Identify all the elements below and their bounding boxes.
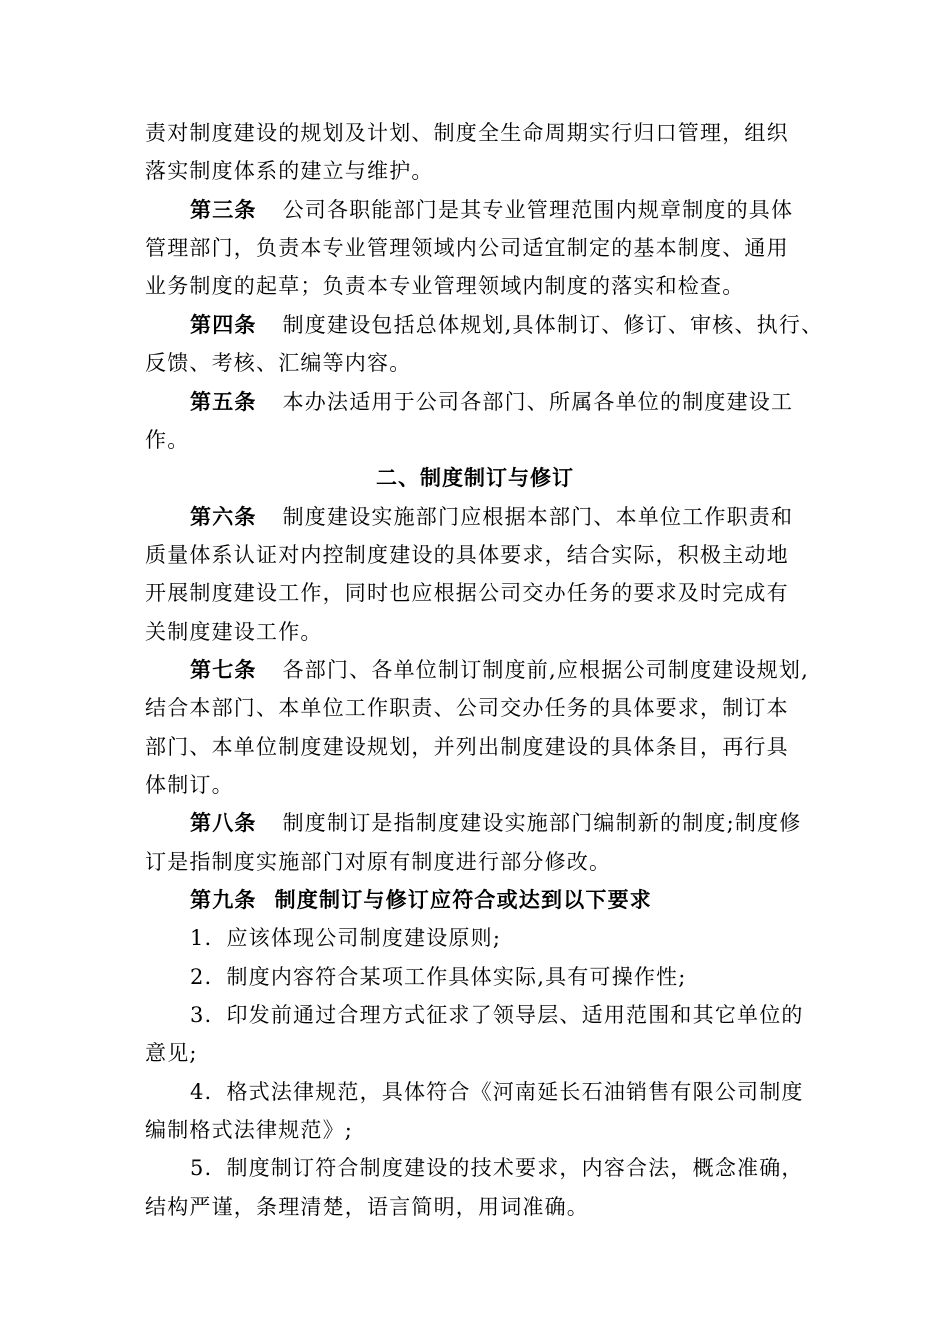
list-item-5 (190, 1152, 804, 1182)
section-heading: 二、制度制订与修订 (376, 465, 574, 490)
article-9-line (190, 884, 652, 914)
article-5-line (190, 386, 793, 416)
text-line: 业务制度的起草；负责本专业管理领域内制度的落实和检查。 (145, 274, 745, 298)
text-line: 体制订。 (145, 773, 234, 797)
article-text: 各部门、各单位制订制度前,应根据公司制度建设规划, (282, 658, 809, 682)
article-bold-text: 制度制订与修订应符合或达到以下要求 (274, 887, 653, 912)
list-text: 印发前通过合理方式征求了领导层、适用范围和其它单位的 (226, 1003, 804, 1027)
list-text: 制度内容符合某项工作具体实际,具有可操作性; (226, 965, 687, 989)
list-item-3 (190, 999, 804, 1029)
text-line: 结构严谨，条理清楚，语言简明，用词准确。 (145, 1195, 589, 1219)
article-label: 第九条 (190, 887, 257, 912)
article-text: 制度建设包括总体规划,具体制订、修订、审核、执行、 (282, 313, 824, 337)
text-line: 作。 (145, 428, 190, 452)
text-line: 编制格式法律规范》; (145, 1118, 354, 1142)
article-text: 公司各职能部门是其专业管理范围内规章制度的具体 (282, 198, 794, 222)
list-text: 制度制订符合制度建设的技术要求，内容合法，概念准确， (226, 1156, 804, 1180)
text-line: 关制度建设工作。 (145, 620, 323, 644)
article-label: 第五条 (190, 389, 257, 414)
text-line: 质量体系认证对内控制度建设的具体要求，结合实际，积极主动地 (145, 543, 789, 567)
list-text: 应该体现公司制度建设原则; (226, 926, 502, 950)
list-item-1 (190, 922, 501, 952)
list-number: 3. (190, 1003, 213, 1027)
article-7-line (190, 654, 809, 684)
list-number: 1. (190, 926, 213, 950)
text-line: 开展制度建设工作，同时也应根据公司交办任务的要求及时完成有 (145, 581, 789, 605)
list-text: 格式法律规范，具体符合《河南延长石油销售有限公司制度 (226, 1080, 804, 1104)
article-6-line (190, 501, 793, 531)
article-3-line (190, 194, 793, 224)
text-line: 管理部门，负责本专业管理领域内公司适宜制定的基本制度、通用 (145, 236, 789, 260)
list-item-2 (190, 961, 687, 991)
article-label: 第三条 (190, 197, 257, 222)
article-label: 第六条 (190, 504, 257, 529)
list-number: 5. (190, 1156, 213, 1180)
text-line: 结合本部门、本单位工作职责、公司交办任务的具体要求，制订本 (145, 696, 789, 720)
text-line: 意见; (145, 1041, 198, 1065)
article-label: 第四条 (190, 312, 257, 337)
list-item-4 (190, 1076, 804, 1106)
text-line: 订是指制度实施部门对原有制度进行部分修改。 (145, 850, 612, 874)
article-text: 制度制订是指制度建设实施部门编制新的制度;制度修 (282, 811, 802, 835)
article-8-line (190, 807, 801, 837)
article-label: 第八条 (190, 810, 257, 835)
list-number: 4. (190, 1080, 213, 1104)
text-line: 责对制度建设的规划及计划、制度全生命周期实行归口管理，组织 (145, 121, 789, 145)
text-line: 部门、本单位制度建设规划，并列出制度建设的具体条目，再行具 (145, 735, 789, 759)
article-text: 制度建设实施部门应根据本部门、本单位工作职责和 (282, 505, 794, 529)
text-line: 落实制度体系的建立与维护。 (145, 159, 434, 183)
article-4-line (190, 309, 823, 339)
article-label: 第七条 (190, 657, 257, 682)
text-line: 反馈、考核、汇编等内容。 (145, 351, 412, 375)
list-number: 2. (190, 965, 213, 989)
article-text: 本办法适用于公司各部门、所属各单位的制度建设工 (282, 390, 794, 414)
